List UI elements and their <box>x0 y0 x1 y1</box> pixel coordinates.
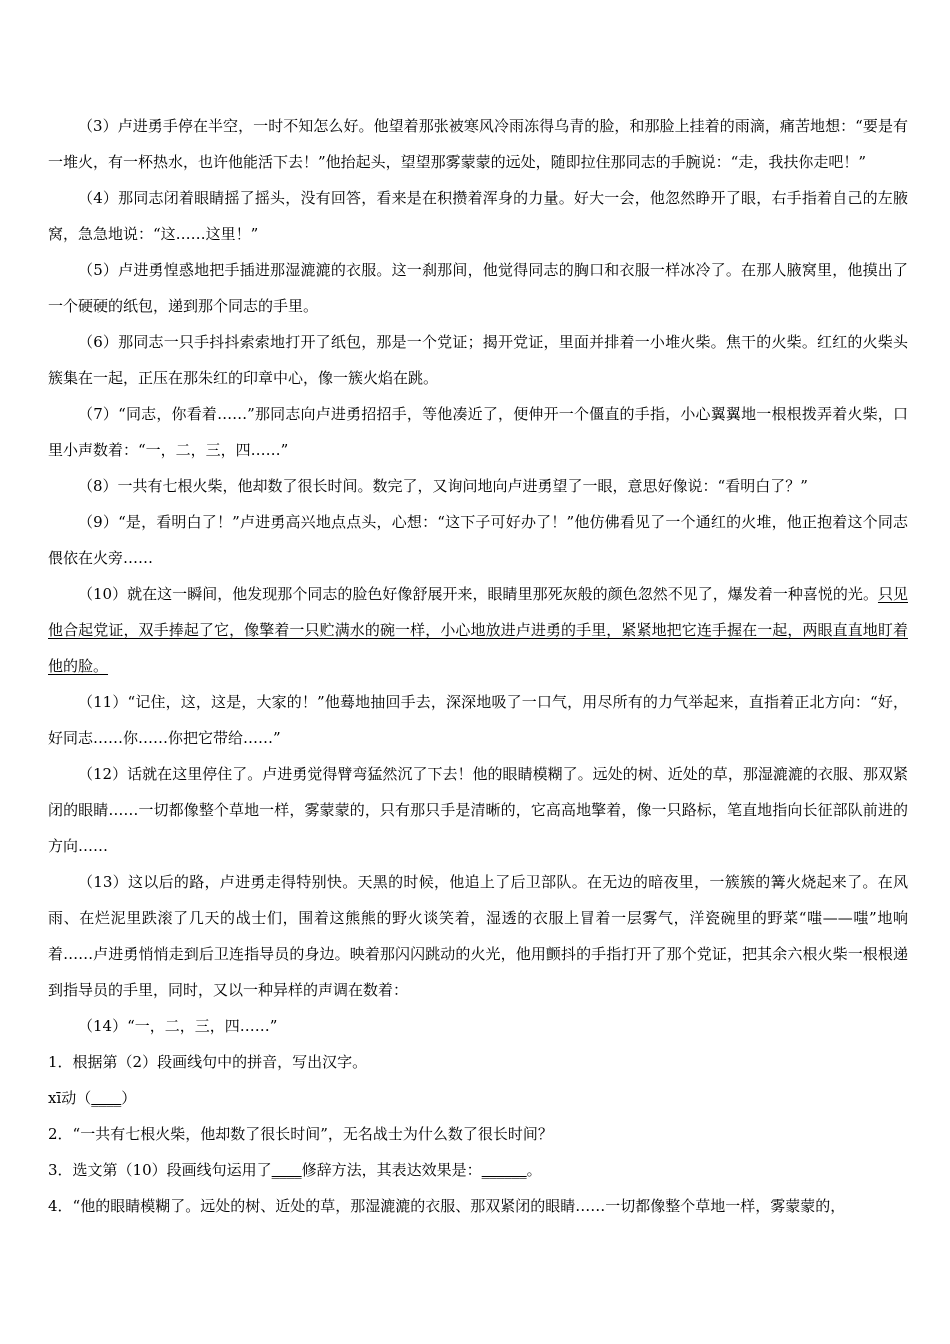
pinyin-prompt: xī动（ <box>48 1089 92 1107</box>
paragraph-6: （6）那同志一只手抖抖索索地打开了纸包，那是一个党证；揭开党证，里面并排着一小堆火柴。焦干的火柴。红红的火柴头簇集在一起，正压在那朱红的印章中心，像一簇火焰在跳。 <box>48 333 908 387</box>
question-1-answer-line <box>48 1080 908 1116</box>
pinyin-close: ） <box>121 1089 137 1107</box>
paragraph-3: （3）卢进勇手停在半空，一时不知怎么好。他望着那张被寒风冷雨冻得乌青的脸，和那脸上挂着的雨滴，痛苦地想：“要是有一堆火，有一杯热水，也许他能活下去！”他抬起头，望望那雾蒙蒙的远处，随即拉住那同志的手腕说：“走，我扶你走吧！” <box>48 117 908 171</box>
paragraph-10-underlined-sentence: 只见他合起党证，双手捧起了它，像擎着一只贮满水的碗一样，小心地放进卢进勇的手里，紧紧地把它连手握在一起，两眼直直地盯着他的脸。 <box>48 585 908 675</box>
question-3-part-c: 。 <box>526 1161 542 1179</box>
paragraph-14: （14）“一，二，三，四……” <box>78 1017 278 1035</box>
question-3-part-b: 修辞方法，其表达效果是： <box>301 1161 482 1179</box>
question-1: 1．根据第（2）段画线句中的拼音，写出汉字。 <box>48 1053 368 1071</box>
question-4: 4．“他的眼睛模糊了。远处的树、近处的草，那湿漉漉的衣服、那双紧闭的眼睛……一切都像整个草地一样，雾蒙蒙的， <box>48 1197 846 1215</box>
answer-blank-rhetoric: ____ <box>271 1161 302 1179</box>
question-3-part-a: 3．选文第（10）段画线句运用了 <box>48 1161 272 1179</box>
answer-blank-effect: ______ <box>481 1161 527 1179</box>
paragraph-12: （12）话就在这里停住了。卢进勇觉得臂弯猛然沉了下去！他的眼睛模糊了。远处的树、近处的草，那湿漉漉的衣服、那双紧闭的眼睛……一切都像整个草地一样，雾蒙蒙的，只有那只手是清晰的，它高高地擎着，像一只路标，笔直地指向长征部队前进的方向…… <box>48 765 908 855</box>
paragraph-8: （8）一共有七根火柴，他却数了很长时间。数完了，又询问地向卢进勇望了一眼，意思好像说：“看明白了？” <box>78 477 808 495</box>
paragraph-9: （9）“是，看明白了！”卢进勇高兴地点点头，心想：“这下子可好办了！”他仿佛看见了一个通红的火堆，他正抱着这个同志偎依在火旁…… <box>48 513 908 567</box>
answer-blank: ____ <box>91 1089 122 1107</box>
paragraph-4: （4）那同志闭着眼睛摇了摇头，没有回答，看来是在积攒着浑身的力量。好大一会，他忽然睁开了眼，右手指着自己的左腋窝，急急地说：“这……这里！” <box>48 189 908 243</box>
paragraph-10 <box>48 576 908 684</box>
document-page <box>48 108 908 1224</box>
paragraph-7: （7）“同志，你看着……”那同志向卢进勇招招手，等他凑近了，便伸开一个僵直的手指，小心翼翼地一根根拨弄着火柴，口里小声数着：“一，二，三，四……” <box>48 405 908 459</box>
paragraph-13: （13）这以后的路，卢进勇走得特别快。天黑的时候，他追上了后卫部队。在无边的暗夜里，一簇簇的篝火烧起来了。在风雨、在烂泥里跌滚了几天的战士们，围着这熊熊的野火谈笑着，湿透的衣服上冒着一层雾气，洋瓷碗里的野菜“嗤——嗤”地响着……卢进勇悄悄走到后卫连指导员的身边。映着那闪闪跳动的火光，他用颤抖的手指打开了那个党证，把其余六根火柴一根根递到指导员的手里，同时，又以一种异样的声调在数着： <box>48 873 908 999</box>
paragraph-10-plain: （10）就在这一瞬间，他发现那个同志的脸色好像舒展开来，眼睛里那死灰般的颜色忽然不见了，爆发着一种喜悦的光。 <box>78 585 878 603</box>
question-2: 2．“一共有七根火柴，他却数了很长时间”，无名战士为什么数了很长时间？ <box>48 1125 553 1143</box>
paragraph-5: （5）卢进勇惶惑地把手插进那湿漉漉的衣服。这一刹那间，他觉得同志的胸口和衣服一样冰冷了。在那人腋窝里，他摸出了一个硬硬的纸包，递到那个同志的手里。 <box>48 261 908 315</box>
paragraph-11: （11）“记住，这，这是，大家的！”他蓦地抽回手去，深深地吸了一口气，用尽所有的力气举起来，直指着正北方向：“好，好同志……你……你把它带给……” <box>48 693 908 747</box>
question-3 <box>48 1152 908 1188</box>
